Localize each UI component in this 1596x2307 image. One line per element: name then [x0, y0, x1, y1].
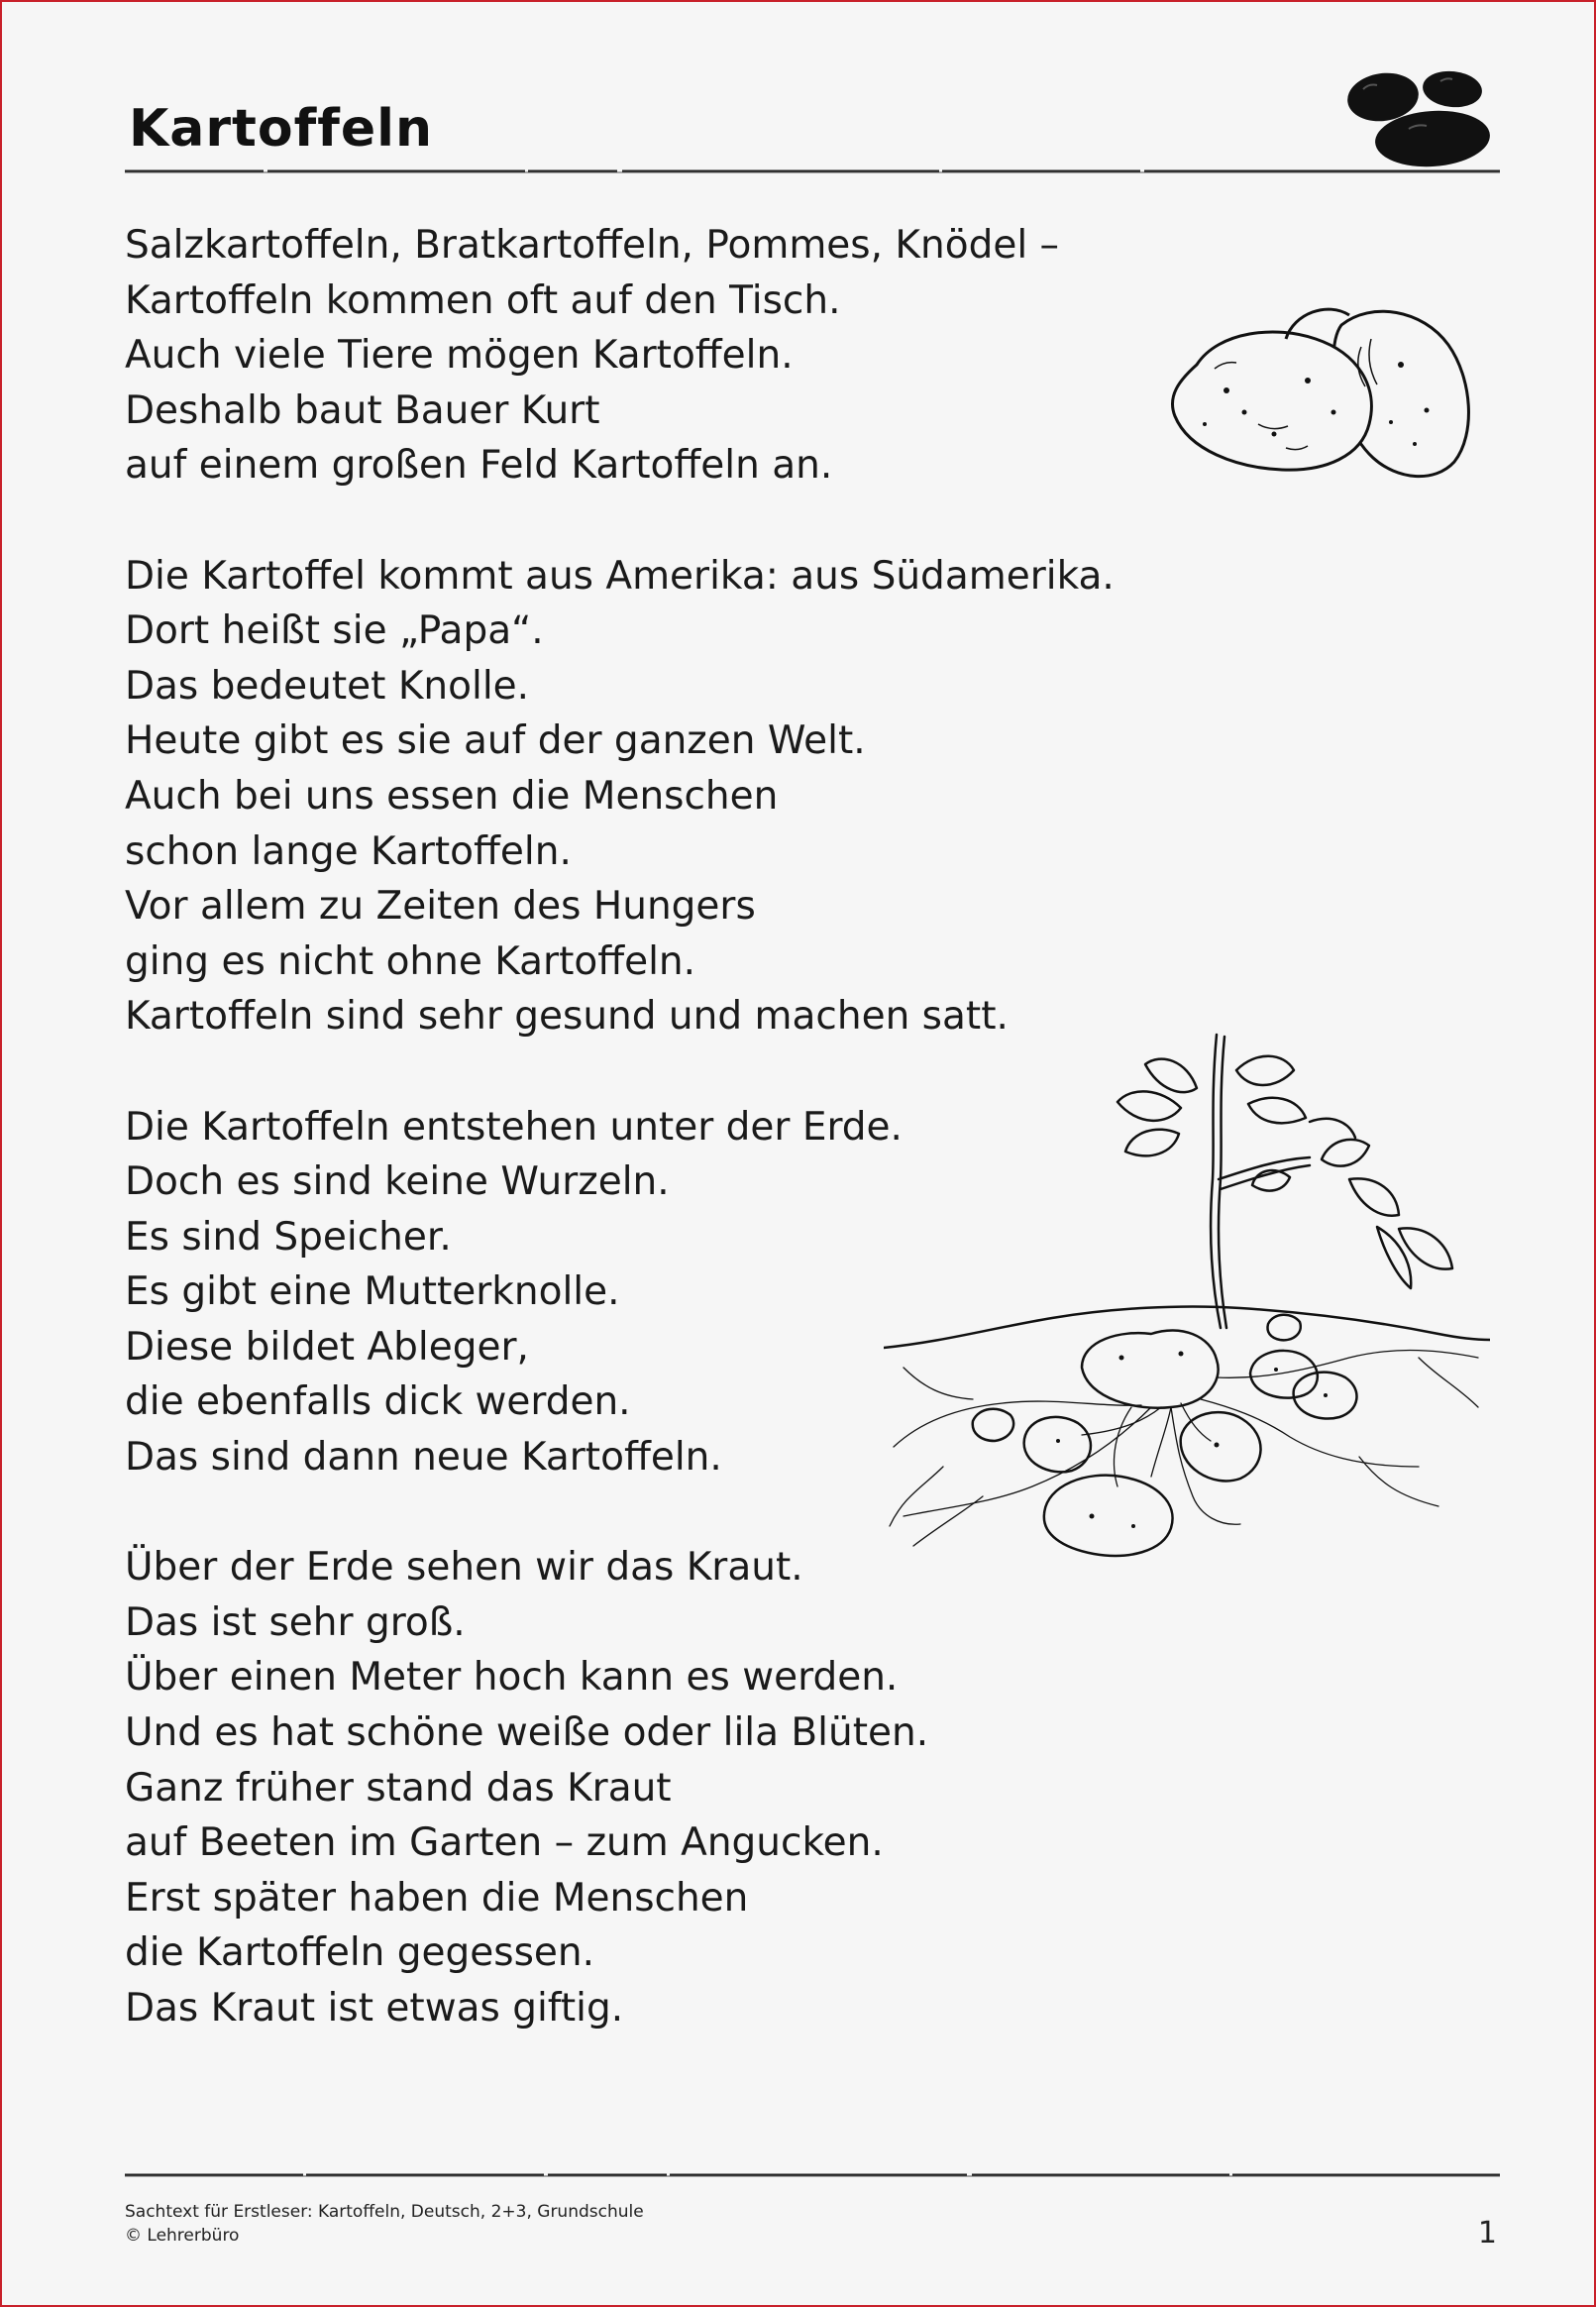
two-potatoes-illustration	[1167, 295, 1480, 482]
text-line: Es sind Speicher.	[125, 1214, 452, 1260]
footer-source-line: Sachtext für Erstleser: Kartoffeln, Deutsch, 2+3, Grundschule	[125, 2202, 644, 2222]
text-line: die Kartoffeln gegessen.	[125, 1930, 595, 1976]
text-line: Die Kartoffel kommt aus Amerika: aus Südamerika.	[125, 553, 1115, 599]
paragraph-intro	[125, 218, 1116, 494]
text-line: Dort heißt sie „Papa“.	[125, 608, 544, 654]
text-line: Deshalb baut Bauer Kurt	[125, 387, 600, 433]
text-line: Über der Erde sehen wir das Kraut.	[125, 1545, 803, 1591]
header-divider	[125, 168, 1500, 174]
text-line: Ganz früher stand das Kraut	[125, 1765, 672, 1811]
text-line: Über einen Meter hoch kann es werden.	[125, 1655, 899, 1701]
text-line: Das bedeutet Knolle.	[125, 663, 530, 709]
text-line: auf einem großen Feld Kartoffeln an.	[125, 443, 833, 489]
text-line: Heute gibt es sie auf der ganzen Welt.	[125, 718, 866, 764]
text-line: Doch es sind keine Wurzeln.	[125, 1159, 670, 1205]
text-line: Auch viele Tiere mögen Kartoffeln.	[125, 333, 794, 379]
text-line: die ebenfalls dick werden.	[125, 1379, 631, 1425]
potato-plant-illustration	[884, 1031, 1490, 1560]
text-line: Vor allem zu Zeiten des Hungers	[125, 884, 756, 930]
text-line: Das sind dann neue Kartoffeln.	[125, 1435, 722, 1481]
text-line: Das ist sehr groß.	[125, 1599, 466, 1645]
text-line: Kartoffeln sind sehr gesund und machen satt.	[125, 994, 1009, 1040]
text-line: Es gibt eine Mutterknolle.	[125, 1269, 620, 1315]
paragraph-origin	[125, 549, 1116, 1044]
page-number: 1	[1477, 2216, 1497, 2251]
text-line: Die Kartoffeln entstehen unter der Erde.	[125, 1104, 903, 1150]
text-line: auf Beeten im Garten – zum Angucken.	[125, 1820, 884, 1866]
text-line: Erst später haben die Menschen	[125, 1875, 749, 1921]
text-line: Und es hat schöne weiße oder lila Blüten.	[125, 1710, 929, 1756]
paragraph-foliage	[125, 1540, 1116, 2035]
text-line: Kartoffeln kommen oft auf den Tisch.	[125, 277, 841, 323]
text-line: Auch bei uns essen die Menschen	[125, 773, 779, 819]
text-line: Diese bildet Ableger,	[125, 1324, 529, 1370]
footer-source	[125, 2200, 644, 2248]
text-line: Salzkartoffeln, Bratkartoffeln, Pommes, Knödel –	[125, 223, 1060, 268]
footer-divider	[125, 2172, 1500, 2178]
text-line: schon lange Kartoffeln.	[125, 828, 572, 874]
footer-copyright: © Lehrerbüro	[125, 2226, 240, 2246]
text-line: ging es nicht ohne Kartoffeln.	[125, 938, 696, 984]
text-line: Das Kraut ist etwas giftig.	[125, 1986, 624, 2031]
three-potatoes-icon	[1341, 67, 1500, 170]
page-title: Kartoffeln	[129, 99, 433, 159]
